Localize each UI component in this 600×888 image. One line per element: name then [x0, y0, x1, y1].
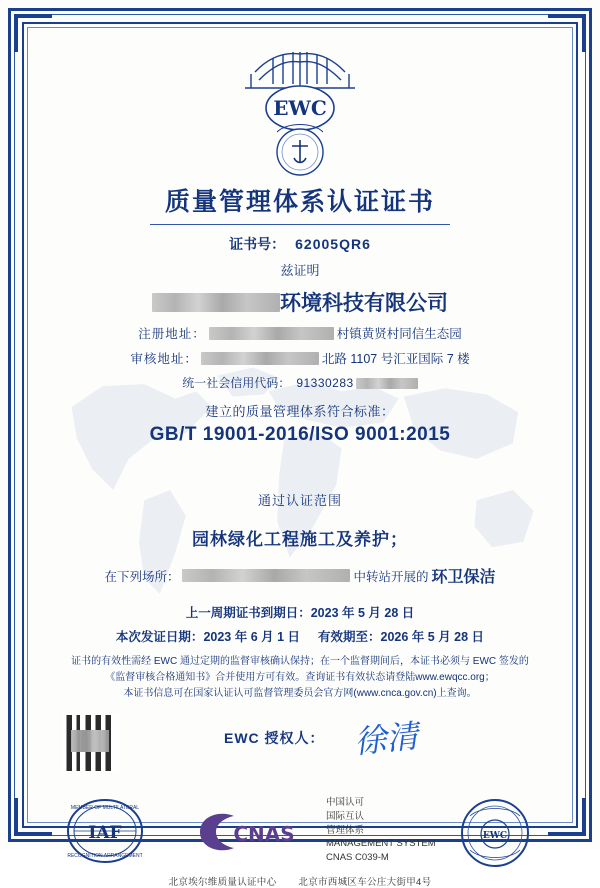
- audit-address-label: 审核地址：: [130, 352, 198, 366]
- ewc-emblem-icon: [225, 36, 375, 176]
- title-divider: [150, 224, 450, 225]
- authorized-by-label: EWC 授权人：: [224, 730, 325, 746]
- svg-text:IAF: IAF: [88, 823, 122, 843]
- certificate-number-value: 62005QR6: [295, 236, 371, 252]
- redacted-company-prefix: [152, 293, 280, 312]
- issue-date-value: 2023 年 6 月 1 日: [203, 630, 301, 644]
- expiry-date-label: 有效期至：: [318, 630, 381, 644]
- accreditation-logos: [34, 796, 566, 872]
- issue-expiry-row: [34, 627, 566, 645]
- fineprint-line-1: 证书的有效性需经 EWC 通过定期的监督审核确认保持；在一个监督期间后，本证书必须与 EWC 签发的: [71, 656, 529, 667]
- company-name-suffix: 环境科技有限公司: [280, 292, 448, 315]
- standard-value: GB/T 19001-2016/ISO 9001:2015: [149, 424, 451, 445]
- cnas-line-2: 国际互认: [326, 810, 365, 822]
- svg-text:EWC: EWC: [482, 831, 508, 841]
- audit-address-suffix: 北路 1107 号汇亚国际 7 楼: [321, 352, 470, 366]
- footer-right-text: 北京市西城区车公庄大街甲4号: [298, 877, 432, 888]
- previous-cycle-expiry-value: 2023 年 5 月 28 日: [310, 606, 415, 620]
- page-title: 质量管理体系认证证书: [164, 187, 435, 216]
- hereby-certify-text: 兹证明: [280, 263, 320, 278]
- standard-label: 建立的质量管理体系符合标准：: [205, 404, 395, 419]
- cnas-accreditation-text: [326, 796, 436, 865]
- cnas-code: CNAS C039-M: [326, 852, 389, 864]
- cnas-logo-icon: [194, 806, 304, 858]
- issue-date-label: 本次发证日期：: [115, 630, 204, 644]
- certificate-number-row: [34, 234, 566, 254]
- fineprint-line-2: 《监督审核合格通知书》合并使用方可有效。查询证书有效状态请登陆www.ewqcc.org；: [105, 672, 495, 683]
- credit-code-row: [34, 374, 566, 391]
- iaf-logo-icon: [66, 798, 144, 864]
- footer-row: [34, 874, 566, 888]
- previous-cycle-expiry-row: [34, 603, 566, 621]
- footer-left-text: 北京埃尔维质量认证中心: [168, 877, 277, 888]
- company-name-row: [34, 287, 566, 317]
- site-prefix-label: 在下列场所：: [104, 569, 180, 584]
- credit-code-value: 91330283: [296, 376, 354, 390]
- svg-text:CNAS: CNAS: [233, 822, 295, 846]
- audit-address-row: [34, 349, 566, 367]
- site-strong-text: 环卫保洁: [431, 569, 496, 586]
- credit-code-label: 统一社会信用代码：: [182, 376, 291, 390]
- redacted-credit-code-tail: [356, 378, 418, 389]
- registered-address-row: [34, 324, 566, 342]
- certification-body-seal-icon: [458, 798, 532, 868]
- signature-area: [34, 714, 566, 786]
- authorized-signature: 徐清: [352, 716, 421, 762]
- site-row: [34, 564, 566, 587]
- cnas-management-system-label: MANAGEMENT SYSTEM: [326, 838, 436, 850]
- registered-address-label: 注册地址：: [138, 327, 206, 341]
- emblem-acronym: EWC: [273, 96, 327, 120]
- svg-text:RECOGNITION ARRANGEMENT: RECOGNITION ARRANGEMENT: [67, 853, 143, 859]
- redacted-qr-center: [71, 730, 109, 752]
- certificate-content: [34, 30, 566, 888]
- certificate-number-label: 证书号：: [229, 236, 286, 252]
- redacted-registered-address: [209, 327, 334, 340]
- svg-text:MEMBER OF MULTILATERAL: MEMBER OF MULTILATERAL: [70, 805, 140, 811]
- expiry-date-value: 2026 年 5 月 28 日: [380, 630, 485, 644]
- scope-label: 通过认证范围: [257, 493, 342, 508]
- cnas-line-1: 中国认可: [326, 797, 365, 808]
- site-middle-text: 中转站开展的: [353, 569, 429, 584]
- scope-value: 园林绿化工程施工及养护；: [192, 530, 408, 549]
- validity-fineprint: [34, 654, 566, 702]
- fineprint-line-3: 本证书信息可在国家认证认可监督管理委员会官方网(www.cnca.gov.cn)上查询。: [123, 688, 477, 699]
- registered-address-suffix: 村镇黄贤村同信生态园: [336, 327, 462, 341]
- qr-code-overlay: [62, 714, 118, 770]
- redacted-audit-address: [201, 352, 319, 365]
- cnas-line-3: 管理体系: [326, 824, 365, 836]
- redacted-site-name: [182, 569, 350, 582]
- previous-cycle-expiry-label: 上一周期证书到期日：: [185, 606, 311, 620]
